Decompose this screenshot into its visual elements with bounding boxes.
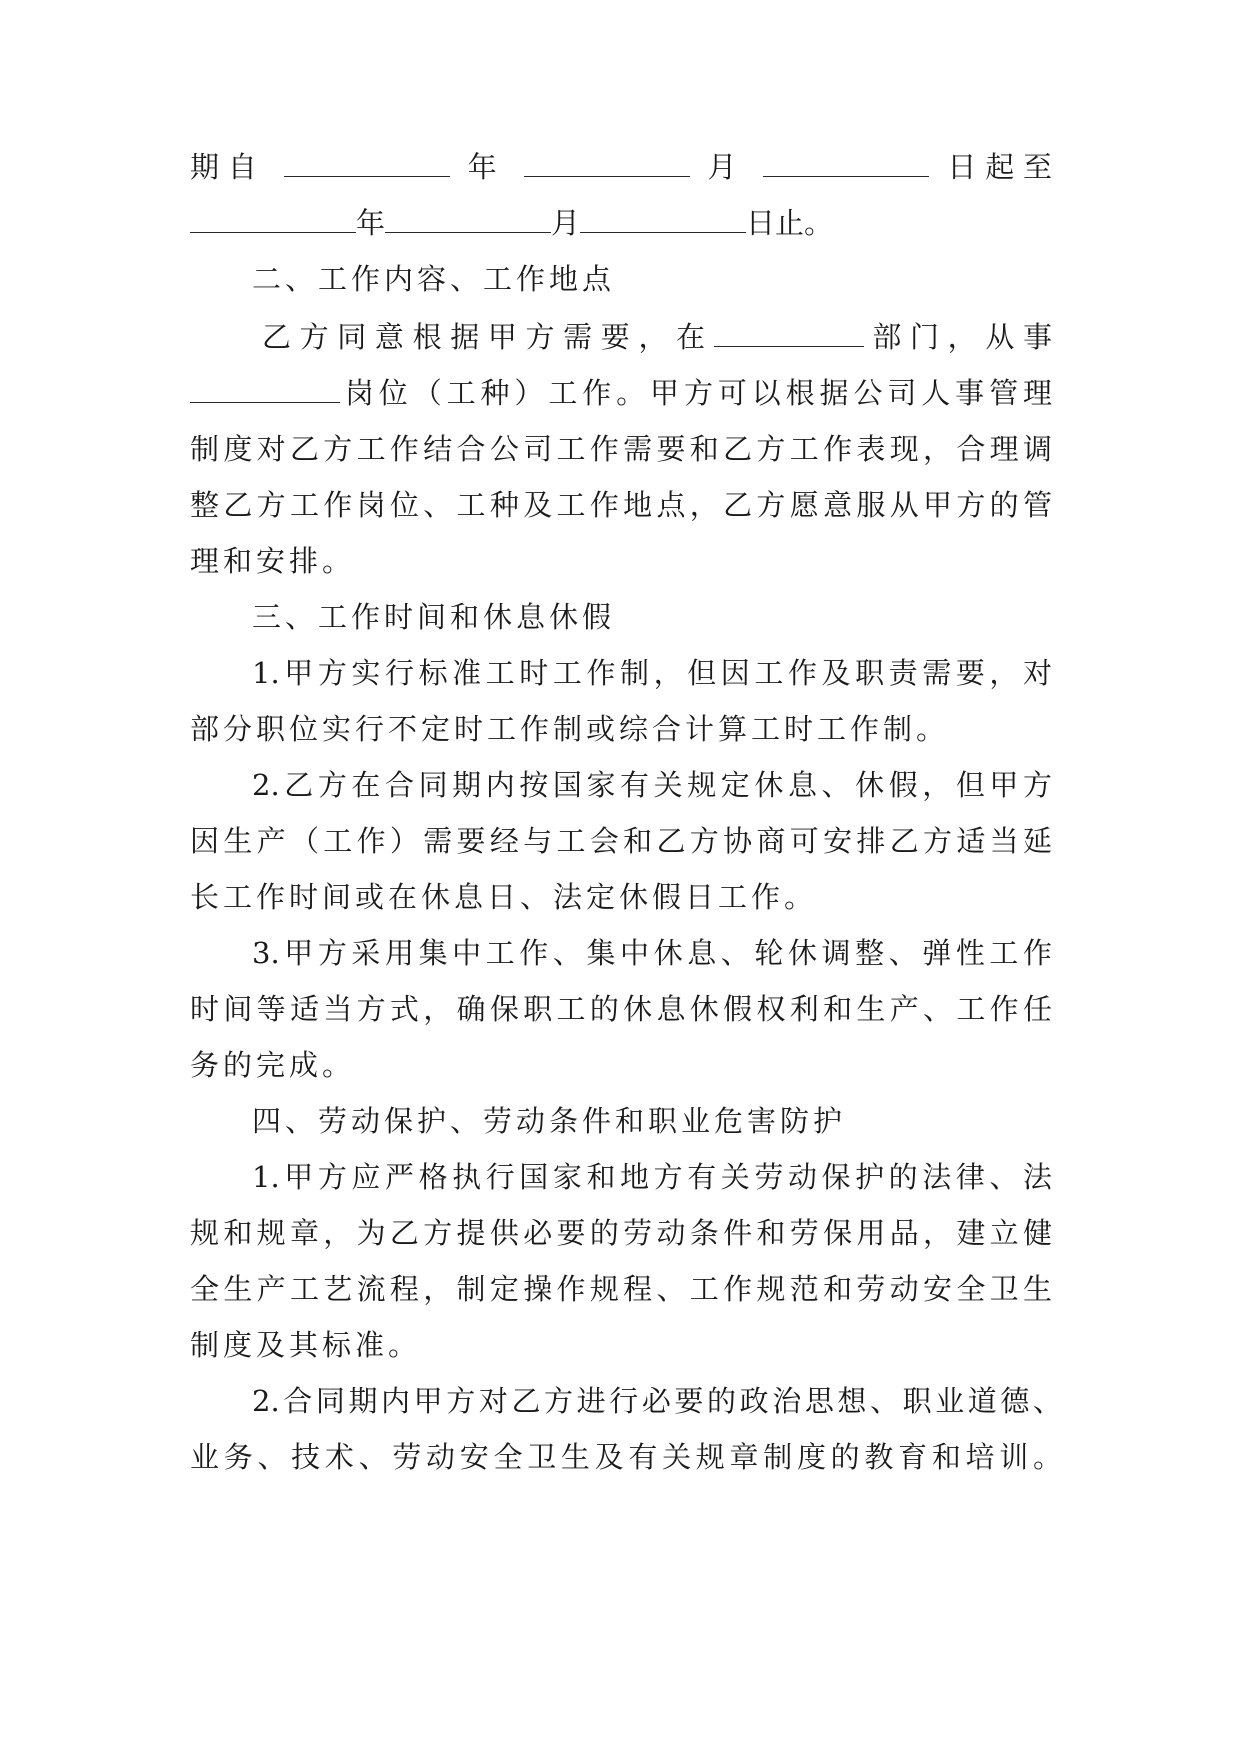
- end-day-blank[interactable]: [580, 206, 746, 233]
- period-from-label: 期自: [190, 150, 266, 184]
- section-2-paragraph-line-1: 乙方同意根据甲方需要，在 部门，从事: [262, 320, 1052, 354]
- end-day-label: 日止。: [746, 206, 834, 240]
- contract-period-end-line: [190, 203, 1052, 243]
- end-year-label: 年: [356, 206, 386, 240]
- section-4-item-1-line-4: 制度及其标准。: [190, 1328, 422, 1362]
- section-3-item-3-line-3: 务的完成。: [190, 1048, 356, 1082]
- department-blank[interactable]: [714, 320, 864, 347]
- end-month-blank[interactable]: [385, 206, 551, 233]
- year-label: 年: [467, 150, 506, 184]
- section-3-item-2-line-3: 长工作时间或在休息日、法定休假日工作。: [190, 880, 818, 914]
- section-4-item-1-line-2: 规和规章，为乙方提供必要的劳动条件和劳保用品，建立健: [190, 1216, 1052, 1250]
- section-2-paragraph-line-5: 理和安排。: [190, 544, 356, 578]
- day-to-label: 日起至: [947, 150, 1053, 184]
- section-2-heading: 二、工作内容、工作地点: [252, 262, 616, 296]
- section-3-heading: 三、工作时间和休息休假: [252, 600, 616, 634]
- section-4-item-2-line-1: 2.合同期内甲方对乙方进行必要的政治思想、职业道德、: [252, 1384, 1062, 1418]
- start-year-blank[interactable]: [284, 150, 450, 177]
- section-3-item-2-line-2: 因生产（工作）需要经与工会和乙方协商可安排乙方适当延: [190, 824, 1052, 858]
- section-2-paragraph-line-4: 整乙方工作岗位、工种及工作地点，乙方愿意服从甲方的管: [190, 488, 1052, 522]
- section-4-item-1-line-1: 1.甲方应严格执行国家和地方有关劳动保护的法律、法: [252, 1160, 1052, 1194]
- section-3-item-1-line-2: 部分职位实行不定时工作制或综合计算工时工作制。: [190, 712, 950, 746]
- section-4-heading: 四、劳动保护、劳动条件和职业危害防护: [252, 1104, 847, 1138]
- contract-period-start-line: [190, 147, 1052, 187]
- start-day-blank[interactable]: [763, 150, 929, 177]
- section-3-item-3-line-2: 时间等适当方式，确保职工的休息休假权利和生产、工作任: [190, 992, 1052, 1026]
- section-2-paragraph-line-3: 制度对乙方工作结合公司工作需要和乙方工作表现，合理调: [190, 432, 1052, 466]
- section-3-item-2-line-1: 2.乙方在合同期内按国家有关规定休息、休假，但甲方: [252, 768, 1052, 802]
- end-month-label: 月: [551, 206, 581, 240]
- month-label: 月: [707, 150, 746, 184]
- end-year-blank[interactable]: [190, 206, 356, 233]
- section-4-item-2-line-2: 业务、技术、劳动安全卫生及有关规章制度的教育和培训。: [190, 1440, 1062, 1474]
- section-2-paragraph-line-2: 岗位（工种）工作。甲方可以根据公司人事管理: [190, 373, 1052, 413]
- section-3-item-3-line-1: 3.甲方采用集中工作、集中休息、轮休调整、弹性工作: [252, 936, 1052, 970]
- section-4-item-1-line-3: 全生产工艺流程，制定操作规程、工作规范和劳动安全卫生: [190, 1272, 1052, 1306]
- section-3-item-1-line-1: 1.甲方实行标准工时工作制，但因工作及职责需要，对: [252, 656, 1052, 690]
- position-blank[interactable]: [190, 376, 340, 403]
- start-month-blank[interactable]: [524, 150, 690, 177]
